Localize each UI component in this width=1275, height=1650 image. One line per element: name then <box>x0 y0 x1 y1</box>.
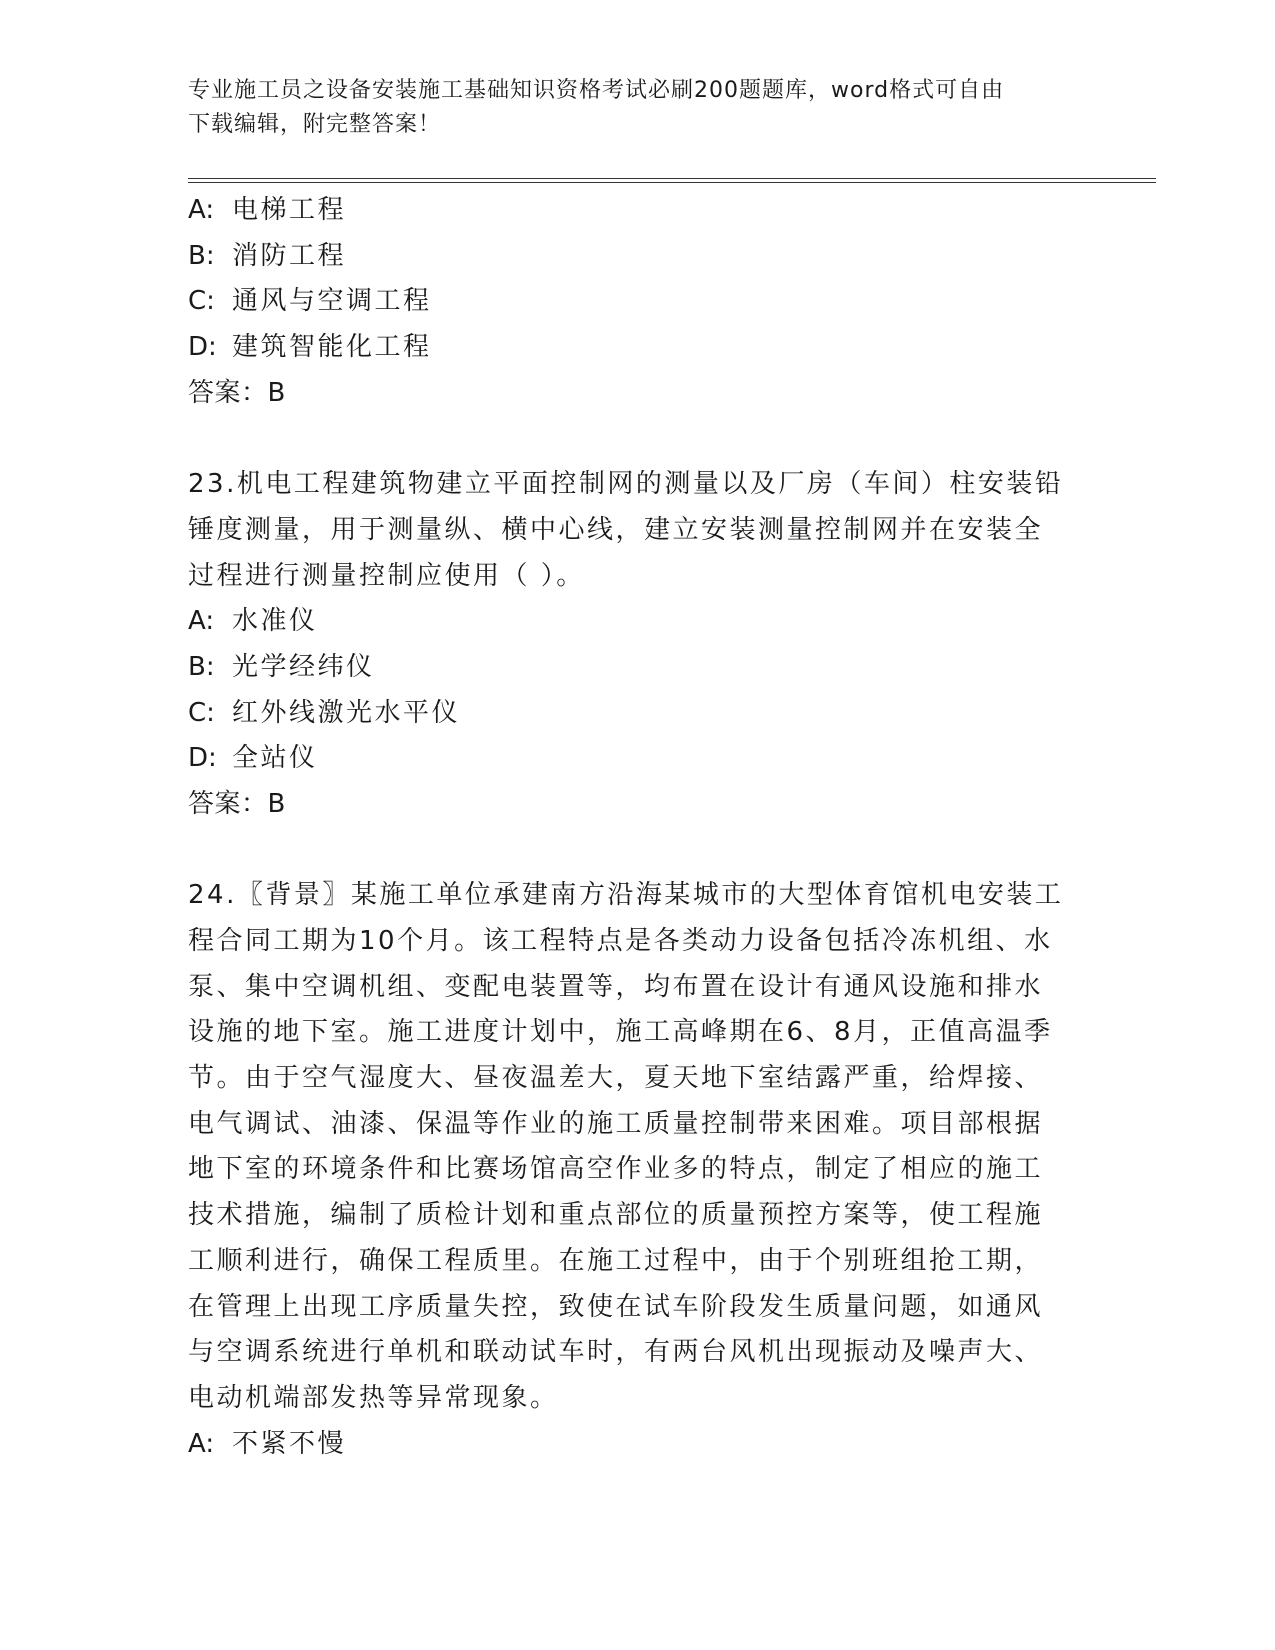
spacer <box>188 828 1078 874</box>
answer: 答案：B <box>188 377 286 408</box>
option-a: A: 电梯工程 <box>188 195 347 225</box>
question-text-line: 设施的地下室。施工进度计划中，施工高峰期在6、8月，正值高温季 <box>188 1017 1053 1048</box>
document-body <box>188 188 1078 1467</box>
option-c: C: 红外线激光水平仪 <box>188 697 461 728</box>
question-text-line: 电气调试、油漆、保温等作业的施工质量控制带来困难。项目部根据 <box>188 1108 1044 1139</box>
question-text-line: 在管理上出现工序质量失控，致使在试车阶段发生质量问题，如通风 <box>188 1291 1044 1322</box>
header-line-1: 专业施工员之设备安装施工基础知识资格考试必刷200题题库，word格式可自由 <box>188 78 1005 103</box>
option-b: B: 光学经纬仪 <box>188 651 375 682</box>
question-text-line: 技术措施，编制了质检计划和重点部位的质量预控方案等，使工程施 <box>188 1200 1044 1231</box>
question-text-line: 地下室的环境条件和比赛场馆高空作业多的特点，制定了相应的施工 <box>188 1154 1044 1185</box>
option-c: C: 通风与空调工程 <box>188 286 432 317</box>
question-text-line: 24.〖背景〗某施工单位承建南方沿海某城市的大型体育馆机电安装工 <box>188 880 1064 911</box>
question-text-line: 工顺利进行，确保工程质里。在施工过程中，由于个别班组抢工期， <box>188 1245 1044 1276</box>
question-text-line: 程合同工期为10个月。该工程特点是各类动力设备包括冷冻机组、水 <box>188 926 1053 956</box>
question-text-line: 过程进行测量控制应使用（ ）。 <box>188 560 585 591</box>
question-22 <box>188 188 1078 416</box>
document-header <box>188 74 1068 142</box>
question-text-line: 与空调系统进行单机和联动试车时，有两台风机出现振动及噪声大、 <box>188 1337 1044 1368</box>
option-a: A: 不紧不慢 <box>188 1428 347 1459</box>
question-24 <box>188 873 1078 1467</box>
question-text-line: 锤度测量，用于测量纵、横中心线，建立安装测量控制网并在安装全 <box>188 514 1044 545</box>
header-line-2: 下载编辑，附完整答案！ <box>188 112 442 137</box>
question-text-line: 23.机电工程建筑物建立平面控制网的测量以及厂房（车间）柱安装铅 <box>188 469 1064 500</box>
spacer <box>188 416 1078 462</box>
option-d: D: 全站仪 <box>188 743 318 774</box>
question-text-line: 泵、集中空调机组、变配电装置等，均布置在设计有通风设施和排水 <box>188 971 1044 1002</box>
question-23 <box>188 462 1078 828</box>
header-rule-top <box>188 178 1156 179</box>
option-b: B: 消防工程 <box>188 240 347 271</box>
question-text-line: 节。由于空气湿度大、昼夜温差大，夏天地下室结露严重，给焊接、 <box>188 1063 1044 1094</box>
option-d: D: 建筑智能化工程 <box>188 332 432 363</box>
answer: 答案：B <box>188 788 286 819</box>
header-rule-bottom <box>188 182 1156 183</box>
question-text-line: 电动机端部发热等异常现象。 <box>188 1382 559 1413</box>
option-a: A: 水准仪 <box>188 606 318 637</box>
